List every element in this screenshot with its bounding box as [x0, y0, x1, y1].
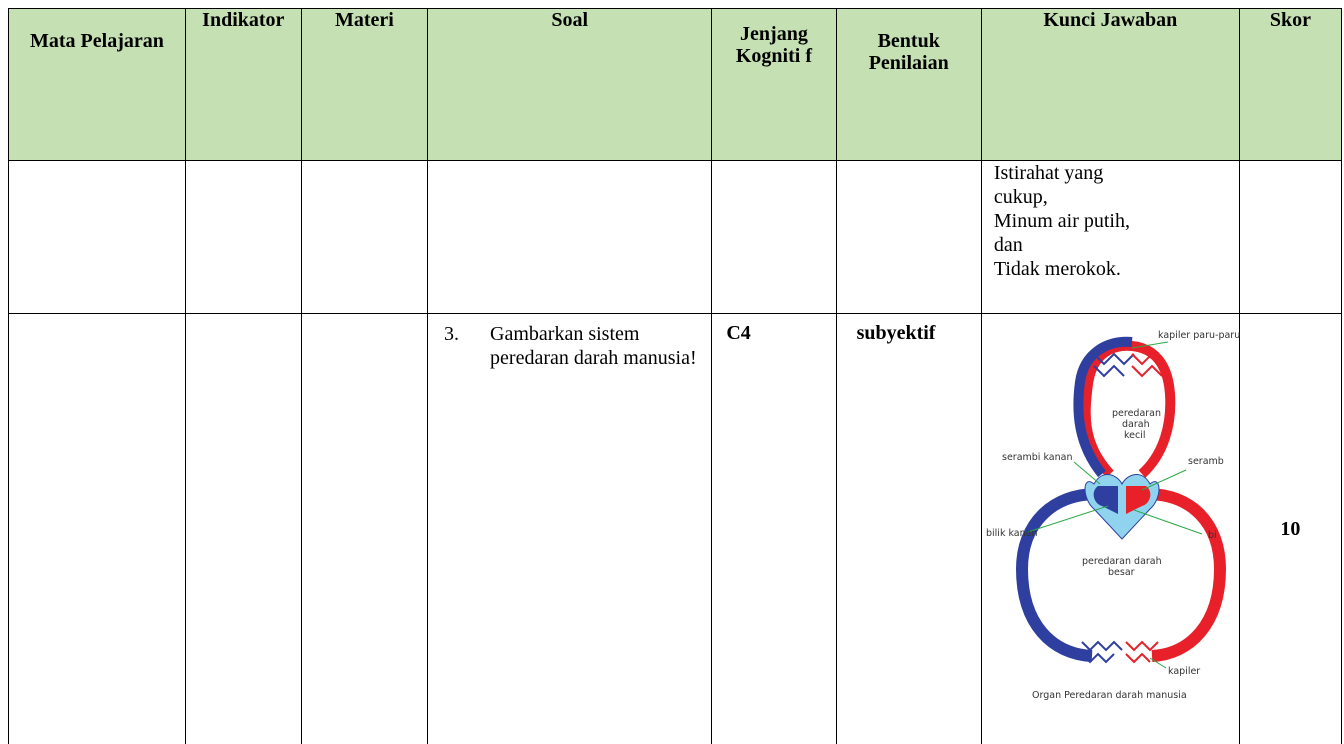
cell-skor: [1239, 161, 1341, 314]
cell-bentuk: [836, 314, 981, 744]
label-serambi-kanan: serambi kanan: [1002, 452, 1073, 463]
cell-kunci-jawaban: [981, 314, 1239, 744]
header-bentuk-penilaian: Bentuk Penilaian: [836, 9, 981, 161]
cell-materi: [301, 161, 427, 314]
label-peredaran-besar: peredaran darah: [1082, 556, 1162, 567]
label-peredaran-besar: besar: [1108, 567, 1135, 578]
header-soal: Soal: [428, 9, 712, 161]
cell-jenjang: [712, 314, 836, 744]
circulatory-system-image: [982, 324, 1222, 704]
answer-line: cukup,: [994, 185, 1229, 209]
header-jenjang-kognitif: Jenjang Kogniti f: [712, 9, 836, 161]
cell-mata-pelajaran: [9, 314, 186, 744]
question-text: Gambarkan sistem peredaran darah manusia!: [490, 322, 701, 370]
question: [428, 314, 711, 370]
header-mata-pelajaran: Mata Pelajaran: [9, 9, 186, 161]
answer-line: Tidak merokok.: [994, 257, 1229, 281]
answer-text: [982, 161, 1239, 281]
table-row: [9, 314, 1342, 744]
circulation-diagram: [982, 324, 1222, 704]
answer-line: Istirahat yang: [994, 161, 1229, 185]
cell-skor: 10: [1239, 314, 1341, 744]
table-row: [9, 161, 1342, 314]
label-kapiler-paru: kapiler paru-paru: [1158, 330, 1240, 341]
label-kapiler: kapiler: [1168, 666, 1200, 677]
cell-bentuk: [836, 161, 981, 314]
cell-mata-pelajaran: [9, 161, 186, 314]
heart-icon: [1085, 475, 1159, 539]
header-row: [9, 9, 1342, 161]
systemic-vein-path: [1022, 494, 1097, 656]
cell-kunci-jawaban: [981, 161, 1239, 314]
answer-line: dan: [994, 233, 1229, 257]
cell-indikator: [185, 161, 301, 314]
label-peredaran-kecil: kecil: [1124, 430, 1146, 441]
header-indikator: Indikator: [185, 9, 301, 161]
figure-caption: Organ Peredaran darah manusia: [1032, 690, 1187, 701]
cell-jenjang: [712, 161, 836, 314]
answer-line: Minum air putih,: [994, 209, 1229, 233]
cell-indikator: [185, 314, 301, 744]
cell-soal: [428, 314, 712, 744]
assessment-form: subyektif: [837, 314, 981, 345]
cell-soal: [428, 161, 712, 314]
cognitive-level: C4: [712, 314, 835, 345]
label-peredaran-kecil: peredaran: [1112, 408, 1161, 419]
header-materi: Materi: [301, 9, 427, 161]
label-bilik-kiri: bi: [1208, 530, 1217, 541]
cell-materi: [301, 314, 427, 744]
header-skor: Skor: [1239, 9, 1341, 161]
label-bilik-kanan: bilik kanan: [986, 528, 1038, 539]
question-number: 3.: [444, 322, 490, 370]
header-kunci-jawaban: Kunci Jawaban: [981, 9, 1239, 161]
label-peredaran-kecil: darah: [1122, 419, 1150, 430]
body-capillaries-icon: [1082, 642, 1158, 662]
label-serambi-kiri: seramb: [1188, 456, 1224, 467]
assessment-table: [8, 8, 1342, 744]
